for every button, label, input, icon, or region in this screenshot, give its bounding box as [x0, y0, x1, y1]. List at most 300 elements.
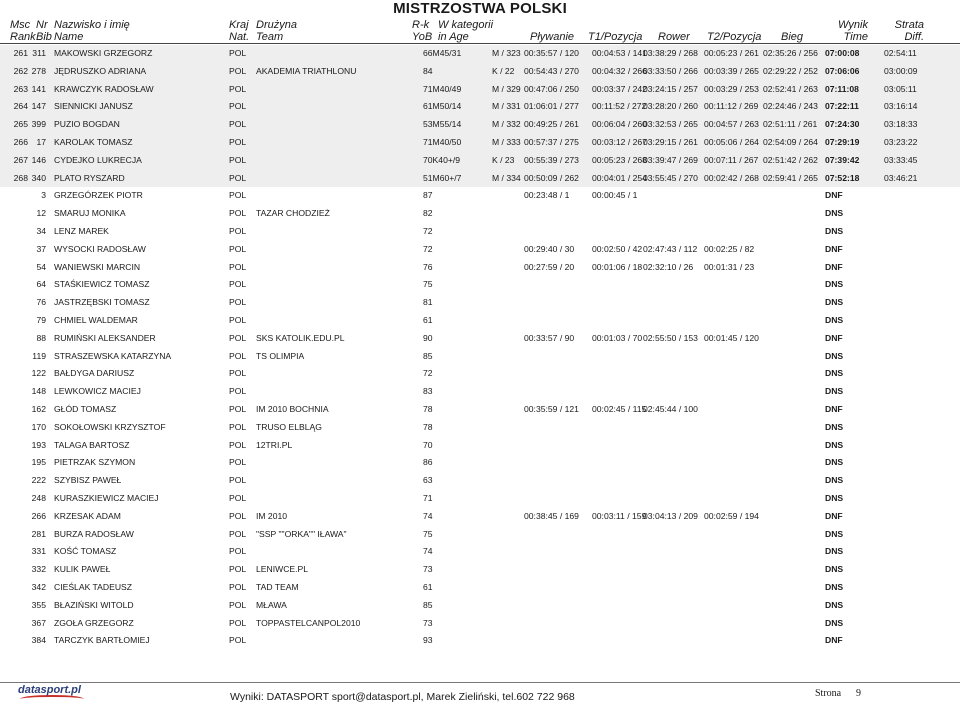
logo-swoosh-icon: [20, 695, 84, 703]
table-row: [0, 348, 960, 366]
header-rank: Msc Rank: [10, 19, 36, 43]
cell-name: BURZA RADOSŁAW: [54, 528, 134, 539]
cell-time: DNF: [825, 190, 843, 201]
cell-nr: 278: [31, 65, 46, 76]
cell-yob: 72: [423, 368, 433, 379]
cell-nr: 34: [36, 226, 46, 236]
cell-name: GŁÓD TOMASZ: [54, 404, 117, 414]
table-row: [0, 152, 960, 170]
cell-yob: 72: [423, 243, 433, 254]
cell-time: DNS: [825, 546, 844, 557]
cell-nr: 170: [31, 421, 46, 432]
cell-swim: 00:55:39 / 273: [524, 154, 579, 165]
cell-time: DNF: [825, 243, 843, 254]
cell-time: DNS: [825, 439, 844, 450]
cell-nr: 266: [31, 510, 46, 521]
cell-bike: 03:24:15 / 257: [643, 83, 698, 94]
cell-bike: 03:33:50 / 266: [643, 65, 698, 76]
cell-time: DNF: [825, 635, 843, 646]
cell-nat: POL: [229, 190, 247, 201]
cell-swim: 00:49:25 / 261: [524, 119, 579, 130]
cell-t1: 00:00:45 / 1: [592, 190, 638, 201]
cell-diff: 03:23:22: [884, 137, 918, 147]
cell-time: DNF: [825, 261, 843, 272]
cell-t2: 00:05:06 / 264: [704, 137, 759, 147]
cell-nat: POL: [229, 564, 247, 575]
cell-name: LENZ MAREK: [54, 226, 109, 236]
cell-nat: POL: [229, 546, 247, 557]
cell-name: WYSOCKI RADOSŁAW: [54, 243, 146, 254]
cell-bike: 03:55:45 / 270: [643, 172, 698, 183]
cell-yob: 70: [423, 439, 433, 450]
cell-yob: 78: [423, 404, 433, 414]
cell-t2: 00:01:31 / 23: [704, 261, 755, 272]
cell-t2: 00:03:39 / 265: [704, 65, 759, 76]
cell-name: BAŁDYGA DARIUSZ: [54, 368, 135, 379]
cell-msc: 265: [13, 119, 28, 130]
cell-yob: 61M50/14: [423, 101, 462, 112]
cell-yob: 73: [423, 617, 433, 628]
cell-run: 02:35:26 / 256: [763, 48, 818, 58]
cell-run: 02:59:41 / 265: [763, 172, 818, 183]
table-row: [0, 276, 960, 294]
cell-t2: 00:07:11 / 267: [704, 154, 759, 165]
table-row: [0, 223, 960, 241]
cell-yob: 74: [423, 546, 433, 557]
cell-time: DNS: [825, 368, 844, 379]
cell-team: TAD TEAM: [256, 582, 299, 592]
table-row: [0, 526, 960, 544]
cell-msc: 267: [13, 154, 28, 165]
cell-bike: 02:47:43 / 112: [643, 243, 698, 254]
cell-diff: 03:05:11: [884, 83, 917, 94]
cell-swim: 00:57:37 / 275: [524, 137, 579, 147]
cell-nr: 311: [32, 48, 46, 58]
cell-time: DNF: [825, 404, 843, 414]
cell-team: "SSP ""ORKA"" IŁAWA": [256, 528, 347, 539]
cell-name: SMARUJ MONIKA: [54, 208, 126, 219]
cell-nr: 384: [31, 635, 46, 646]
table-row: [0, 383, 960, 401]
table-row: [0, 45, 960, 63]
cell-time: DNS: [825, 208, 844, 219]
cell-t1: 00:03:37 / 242: [592, 83, 647, 94]
cell-name: KURASZKIEWICZ MACIEJ: [54, 493, 159, 503]
cell-name: WANIEWSKI MARCIN: [54, 261, 141, 272]
cell-bike: 03:29:15 / 261: [643, 137, 698, 147]
cell-cat: M / 333: [492, 137, 521, 147]
page-label: Strona: [815, 688, 842, 699]
header-team: Drużyna Team: [256, 19, 297, 43]
cell-yob: 93: [423, 635, 433, 646]
cell-bike: 02:55:50 / 153: [643, 332, 698, 343]
cell-swim: 01:06:01 / 277: [524, 101, 579, 112]
cell-nat: POL: [229, 510, 247, 521]
cell-name: RUMIŃSKI ALEKSANDER: [54, 332, 156, 343]
cell-t2: 00:04:57 / 263: [704, 119, 759, 130]
table-row: [0, 401, 960, 419]
cell-yob: 61: [423, 315, 433, 325]
cell-nat: POL: [229, 439, 247, 450]
cell-nat: POL: [229, 493, 247, 503]
cell-msc: 263: [13, 83, 28, 94]
table-row: [0, 134, 960, 152]
cell-time: 07:22:11: [825, 101, 859, 112]
cell-yob: 71: [423, 493, 433, 503]
cell-time: 07:06:06: [825, 65, 860, 76]
cell-nr: 162: [31, 404, 46, 414]
cell-t1: 00:11:52 / 272: [592, 101, 647, 112]
cell-t1: 00:06:04 / 260: [592, 119, 647, 130]
header-divider: [0, 43, 960, 44]
cell-yob: 66M45/31: [423, 48, 462, 58]
cell-name: CYDEJKO LUKRECJA: [54, 154, 142, 165]
cell-nat: POL: [229, 119, 247, 130]
cell-yob: 90: [423, 332, 433, 343]
cell-bike: 02:32:10 / 26: [643, 261, 694, 272]
cell-yob: 73: [423, 564, 433, 575]
cell-time: DNS: [825, 421, 844, 432]
table-row: [0, 597, 960, 615]
cell-time: DNS: [825, 297, 844, 308]
cell-msc: 268: [13, 172, 28, 183]
table-row: [0, 365, 960, 383]
cell-nat: POL: [229, 83, 247, 94]
cell-name: STAŚKIEWICZ TOMASZ: [54, 279, 150, 290]
cell-nr: 146: [31, 154, 46, 165]
cell-team: SKS KATOLIK.EDU.PL: [256, 332, 345, 343]
cell-bike: 03:28:20 / 260: [643, 101, 698, 112]
cell-nat: POL: [229, 368, 247, 379]
cell-time: 07:11:08: [825, 83, 859, 94]
table-row: [0, 294, 960, 312]
cell-time: DNF: [825, 510, 843, 521]
cell-name: GRZEGÓRZEK PIOTR: [54, 190, 143, 201]
cell-name: PIETRZAK SZYMON: [54, 457, 136, 468]
cell-nat: POL: [229, 261, 247, 272]
cell-cat: M / 323: [492, 48, 521, 58]
cell-nr: 76: [36, 297, 46, 308]
cell-yob: 82: [423, 208, 433, 219]
cell-name: CIEŚLAK TADEUSZ: [54, 582, 133, 592]
cell-bike: 03:32:53 / 265: [643, 119, 698, 130]
cell-name: JASTRZĘBSKI TOMASZ: [54, 297, 150, 308]
cell-bike: 03:39:47 / 269: [643, 154, 698, 165]
cell-t1: 00:05:23 / 268: [592, 154, 647, 165]
cell-run: 02:54:09 / 264: [763, 137, 818, 147]
cell-nr: 367: [31, 617, 46, 628]
header-age-category: W kategorii in Age: [438, 19, 494, 43]
cell-t1: 00:01:03 / 70: [592, 332, 643, 343]
cell-yob: 76: [423, 261, 433, 272]
cell-yob: 85: [423, 599, 433, 610]
cell-team: TS OLIMPIA: [256, 350, 305, 361]
page-number: 9: [856, 688, 861, 699]
cell-yob: 51M60+/7: [423, 172, 462, 183]
cell-team: LENIWCE.PL: [256, 564, 309, 575]
cell-t1: 00:03:11 / 159: [592, 510, 647, 521]
table-row: [0, 615, 960, 633]
cell-t2: 00:02:59 / 194: [704, 510, 759, 521]
cell-nr: 12: [36, 208, 46, 219]
cell-nr: 222: [31, 475, 46, 486]
table-row: [0, 187, 960, 205]
table-row: [0, 508, 960, 526]
cell-nat: POL: [229, 332, 247, 343]
cell-run: 02:51:42 / 262: [763, 154, 818, 165]
cell-time: DNF: [825, 332, 843, 343]
cell-nat: POL: [229, 243, 247, 254]
cell-bike: 03:04:13 / 209: [643, 510, 698, 521]
cell-yob: 53M55/14: [423, 119, 462, 130]
cell-nr: 342: [31, 582, 46, 592]
cell-msc: 266: [13, 137, 28, 147]
cell-t1: 00:02:45 / 115: [592, 404, 647, 414]
cell-yob: 61: [423, 582, 433, 592]
cell-name: TALAGA BARTOSZ: [54, 439, 130, 450]
table-row: [0, 116, 960, 134]
cell-nr: 281: [31, 528, 46, 539]
cell-cat: M / 329: [492, 83, 521, 94]
cell-name: JĘDRUSZKO ADRIANA: [54, 65, 147, 76]
cell-nr: 64: [36, 279, 46, 290]
cell-msc: 264: [13, 101, 28, 112]
cell-nat: POL: [229, 297, 247, 308]
cell-nr: 332: [31, 564, 46, 575]
table-row: [0, 490, 960, 508]
cell-swim: 00:33:57 / 90: [524, 332, 575, 343]
table-row: [0, 419, 960, 437]
table-row: [0, 437, 960, 455]
cell-team: AKADEMIA TRIATHLONU: [256, 65, 357, 76]
cell-nr: 37: [36, 243, 46, 254]
cell-nat: POL: [229, 404, 247, 414]
cell-time: DNS: [825, 493, 844, 503]
cell-yob: 71M40/50: [423, 137, 462, 147]
cell-msc: 261: [13, 48, 28, 58]
cell-nat: POL: [229, 421, 247, 432]
cell-t1: 00:01:06 / 18: [592, 261, 643, 272]
table-row: [0, 632, 960, 650]
cell-nat: POL: [229, 457, 247, 468]
cell-nr: 355: [31, 599, 46, 610]
cell-name: KULIK PAWEŁ: [54, 564, 111, 575]
cell-nat: POL: [229, 617, 247, 628]
cell-yob: 86: [423, 457, 433, 468]
header-bike: Rower: [658, 31, 690, 43]
cell-t2: 00:02:25 / 82: [704, 243, 755, 254]
cell-t1: 00:04:32 / 266: [592, 65, 647, 76]
cell-name: BŁAZIŃSKI WITOLD: [54, 599, 134, 610]
cell-nat: POL: [229, 350, 247, 361]
cell-nat: POL: [229, 154, 247, 165]
cell-time: 07:24:30: [825, 119, 860, 130]
cell-nat: POL: [229, 582, 247, 592]
cell-yob: 87: [423, 190, 433, 201]
cell-time: DNS: [825, 564, 844, 575]
header-yob: R-k YoB: [412, 19, 433, 43]
cell-nat: POL: [229, 48, 247, 58]
cell-t1: 00:04:01 / 254: [592, 172, 647, 183]
cell-yob: 70K40+/9: [423, 154, 461, 165]
cell-name: MAKOWSKI GRZEGORZ: [54, 48, 153, 58]
cell-nr: 3: [41, 190, 46, 201]
header-nat: Kraj Nat.: [229, 19, 250, 43]
footer-divider: [0, 682, 960, 683]
cell-swim: 00:29:40 / 30: [524, 243, 575, 254]
table-row: [0, 472, 960, 490]
header-time: Wynik Time: [838, 19, 868, 43]
cell-team: 12TRI.PL: [256, 439, 293, 450]
cell-yob: 63: [423, 475, 433, 486]
cell-name: CHMIEL WALDEMAR: [54, 315, 138, 325]
cell-yob: 71M40/49: [423, 83, 462, 94]
cell-nr: 141: [31, 83, 46, 94]
cell-time: DNS: [825, 617, 844, 628]
cell-cat: M / 334: [492, 172, 521, 183]
header-t2: T2/Pozycja: [707, 31, 762, 43]
cell-nat: POL: [229, 65, 247, 76]
cell-nr: 17: [36, 137, 46, 147]
cell-name: KRAWCZYK RADOSŁAW: [54, 83, 154, 94]
cell-t1: 00:04:53 / 141: [592, 48, 647, 58]
cell-nr: 88: [36, 332, 46, 343]
cell-nat: POL: [229, 315, 247, 325]
cell-swim: 00:27:59 / 20: [524, 261, 575, 272]
cell-time: DNS: [825, 528, 844, 539]
cell-yob: 84: [423, 65, 433, 76]
cell-swim: 00:50:09 / 262: [524, 172, 579, 183]
cell-nat: POL: [229, 226, 247, 236]
cell-swim: 00:47:06 / 250: [524, 83, 579, 94]
table-row: [0, 170, 960, 188]
cell-yob: 75: [423, 528, 433, 539]
cell-t2: 00:01:45 / 120: [704, 332, 759, 343]
header-bib: Nr Bib: [36, 19, 52, 43]
cell-run: 02:24:46 / 243: [763, 101, 818, 112]
header-swim: Pływanie: [530, 31, 575, 43]
table-row: [0, 454, 960, 472]
header-t1: T1/Pozycja: [588, 31, 643, 43]
cell-diff: 03:33:45: [884, 154, 918, 165]
cell-yob: 72: [423, 226, 433, 236]
cell-yob: 78: [423, 421, 433, 432]
cell-time: DNS: [825, 315, 844, 325]
cell-time: DNS: [825, 582, 844, 592]
cell-time: 07:29:19: [825, 137, 860, 147]
header-diff: Strata Diff.: [894, 19, 924, 43]
table-row: [0, 241, 960, 259]
cell-nr: 122: [31, 368, 46, 379]
cell-t2: 00:03:29 / 253: [704, 83, 759, 94]
page-title: MISTRZOSTWA POLSKI: [393, 0, 567, 17]
cell-swim: 00:35:59 / 121: [524, 404, 579, 414]
cell-nr: 148: [31, 386, 46, 397]
cell-name: SOKOŁOWSKI KRZYSZTOF: [54, 421, 166, 432]
cell-nr: 340: [31, 172, 46, 183]
cell-team: MŁAWA: [256, 599, 287, 610]
cell-diff: 03:16:14: [884, 101, 918, 112]
cell-diff: 03:18:33: [884, 119, 918, 130]
table-row: [0, 561, 960, 579]
cell-name: ZGOŁA GRZEGORZ: [54, 617, 134, 628]
cell-t2: 00:05:23 / 261: [704, 48, 759, 58]
cell-name: KRZESAK ADAM: [54, 510, 121, 521]
cell-time: DNS: [825, 386, 844, 397]
cell-name: LEWKOWICZ MACIEJ: [54, 386, 141, 397]
cell-nat: POL: [229, 101, 247, 112]
cell-time: DNS: [825, 457, 844, 468]
cell-swim: 00:54:43 / 270: [524, 65, 579, 76]
datasport-logo: datasport.pl: [18, 684, 88, 702]
cell-nat: POL: [229, 475, 247, 486]
cell-nr: 119: [32, 350, 46, 361]
cell-yob: 83: [423, 386, 433, 397]
cell-nat: POL: [229, 635, 247, 646]
cell-nat: POL: [229, 208, 247, 219]
cell-nr: 54: [36, 261, 46, 272]
cell-time: DNS: [825, 279, 844, 290]
cell-name: PUZIO BOGDAN: [54, 119, 120, 130]
cell-bike: 03:38:29 / 268: [643, 48, 698, 58]
header-name: Nazwisko i imię Name: [54, 19, 130, 43]
cell-time: 07:39:42: [825, 154, 860, 165]
footer-credits: Wyniki: DATASPORT sport@datasport.pl, Marek Zieliński, tel.602 722 968: [230, 691, 575, 703]
cell-t1: 00:03:12 / 267: [592, 137, 647, 147]
cell-nr: 193: [31, 439, 46, 450]
cell-nat: POL: [229, 172, 247, 183]
cell-swim: 00:38:45 / 169: [524, 510, 579, 521]
cell-team: TOPPASTELCANPOL2010: [256, 617, 361, 628]
table-row: [0, 205, 960, 223]
cell-time: 07:00:08: [825, 48, 860, 58]
cell-run: 02:51:11 / 261: [763, 119, 818, 130]
cell-msc: 262: [13, 65, 28, 76]
table-row: [0, 579, 960, 597]
table-row: [0, 98, 960, 116]
cell-cat: K / 22: [492, 65, 515, 76]
cell-name: PLATO RYSZARD: [54, 172, 125, 183]
table-row: [0, 330, 960, 348]
cell-cat: M / 331: [492, 101, 521, 112]
cell-team: IM 2010: [256, 510, 288, 521]
cell-name: KOŚĆ TOMASZ: [54, 546, 117, 557]
cell-time: DNS: [825, 599, 844, 610]
cell-nr: 248: [31, 493, 46, 503]
cell-swim: 00:23:48 / 1: [524, 190, 570, 201]
cell-nat: POL: [229, 528, 247, 539]
cell-name: SIENNICKI JANUSZ: [54, 101, 133, 112]
cell-yob: 75: [423, 279, 433, 290]
cell-cat: K / 23: [492, 154, 515, 165]
cell-team: IM 2010 BOCHNIA: [256, 404, 329, 414]
cell-time: 07:52:18: [825, 172, 860, 183]
cell-swim: 00:35:57 / 120: [524, 48, 579, 58]
cell-t1: 00:02:50 / 42: [592, 243, 643, 254]
table-row: [0, 312, 960, 330]
cell-time: DNS: [825, 226, 844, 236]
header-run: Bieg: [781, 31, 804, 43]
cell-nat: POL: [229, 386, 247, 397]
cell-yob: 81: [423, 297, 433, 308]
cell-name: KAROLAK TOMASZ: [54, 137, 133, 147]
cell-nr: 79: [36, 315, 46, 325]
cell-nat: POL: [229, 137, 247, 147]
table-row: [0, 543, 960, 561]
cell-nr: 331: [31, 546, 46, 557]
cell-t2: 00:11:12 / 269: [704, 101, 759, 112]
cell-run: 02:29:22 / 252: [763, 65, 818, 76]
